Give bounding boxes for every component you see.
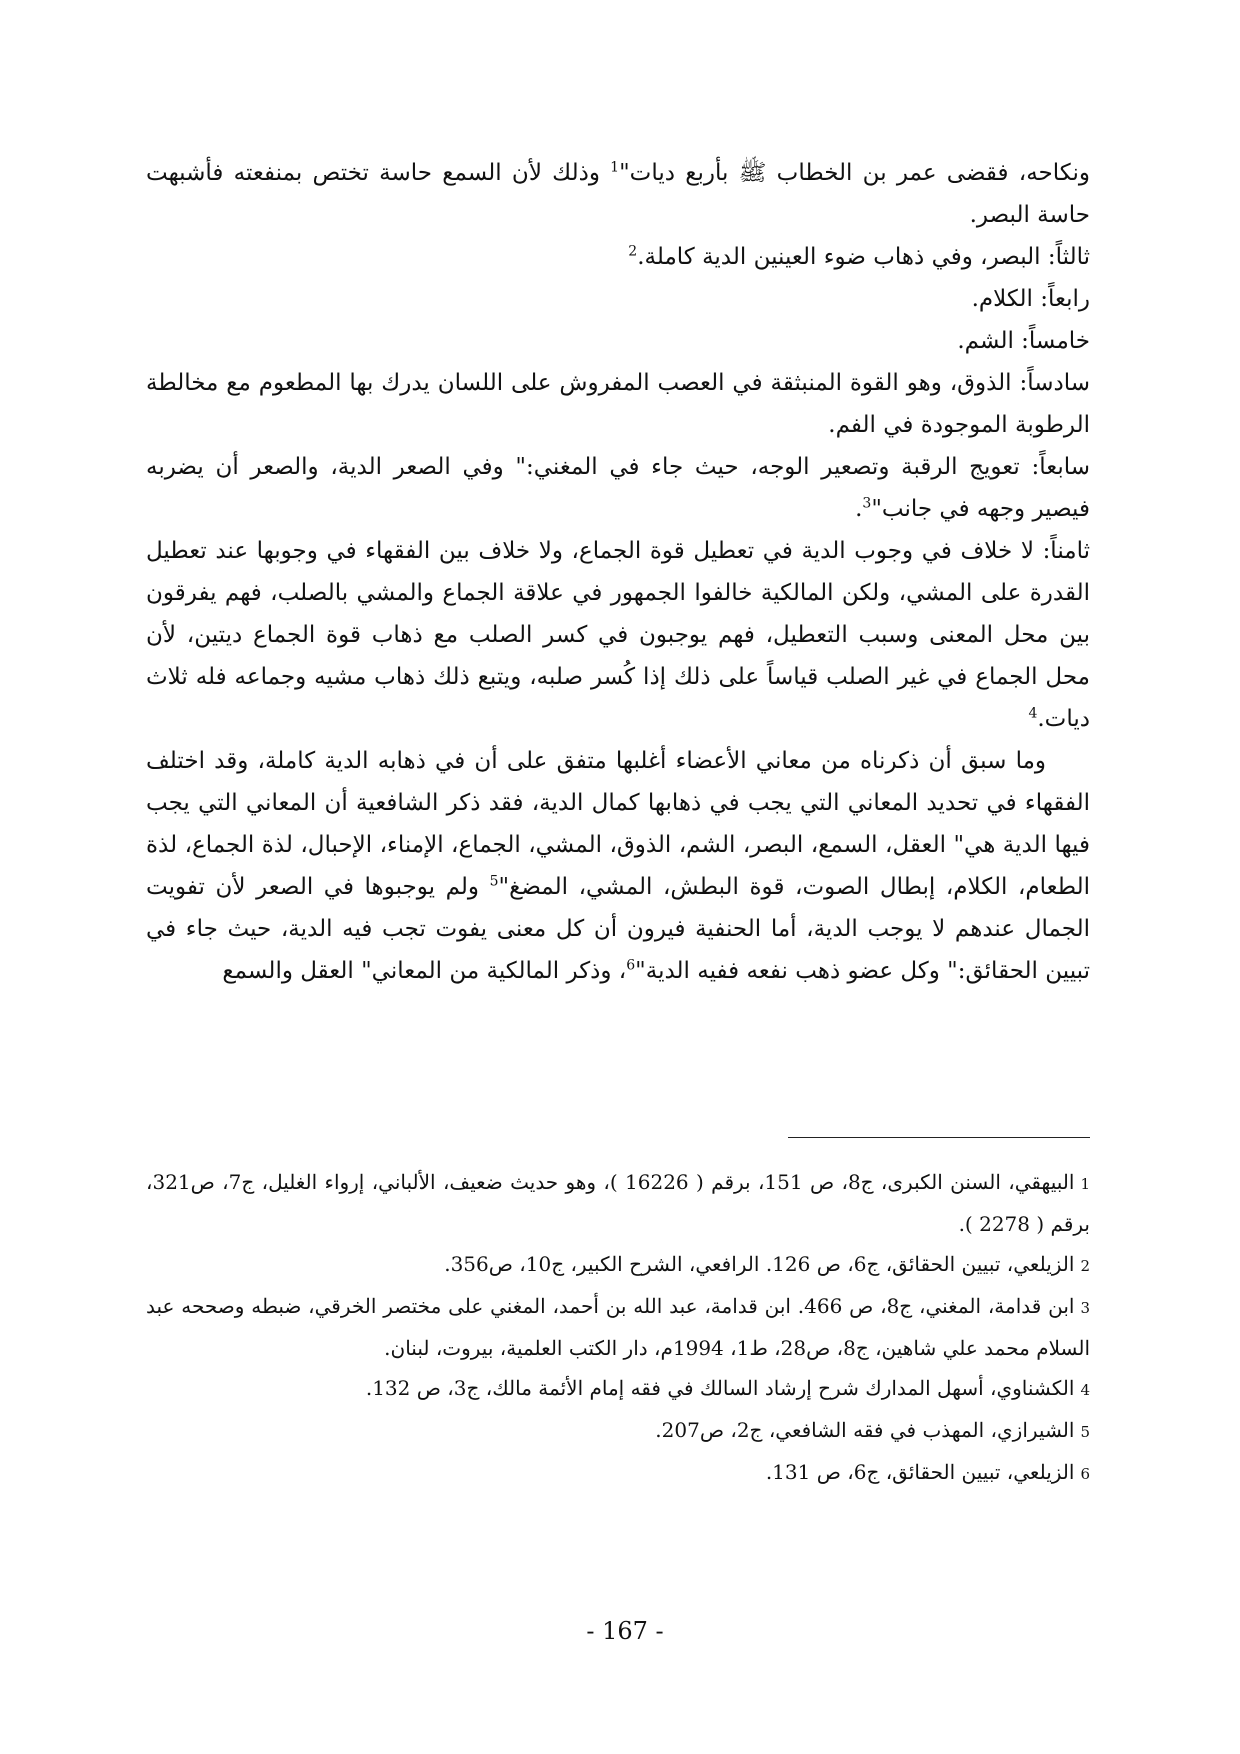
footnote-ref-5[interactable]: 5 [489,873,499,890]
paragraph-hearing-continuation: ونكاحه، فقضى عمر بن الخطاب ﷺ بأربع ديات"$^1$ وذلك لأن السمع حاسة تختص بمنفعته فأشبهت حاسة البصر. [146,159,1090,228]
footnote-item: 6الزيلعي، تبيين الحقائق، ج6، ص 131. [765,1460,1090,1484]
footnotes-section [146,1162,1090,1494]
footnote-number: 6 [1080,1465,1090,1483]
paragraph-taste: سادساً: الذوق، وهو القوة المنبثقة في العصب المفروش على اللسان يدرك بها المطعوم مع مخالطة الرطوبة الموجودة في الفم. [146,370,1090,438]
paragraph-speech: رابعاً: الكلام. [971,286,1090,312]
footnote-ref-3[interactable]: 3 [862,495,872,512]
footnote-item: 5الشيرازي، المهذب في فقه الشافعي، ج2، ص207. [655,1418,1090,1442]
footnote-number: 5 [1080,1423,1090,1441]
main-text [146,152,1090,992]
paragraph-intercourse: ثامناً: لا خلاف في وجوب الدية في تعطيل قوة الجماع، ولا خلاف بين الفقهاء في وجوبها عند تعطيل القدرة على المشي، ولكن المالكية خالفوا الجمهور في علاقة الجماع والمشي بالصلب، فهم يفرقون بين محل المعنى وسبب التعطيل، فهم يوجبون في كسر الصلب مع ذهاب قوة الجماع ديتين، لأن محل الجماع في غير الصلب قياساً على ذلك إذا كُسر صلبه، ويتبع ذلك ذهاب مشيه وجماعه فله ثلاث ديات.$^4$ [146,538,1090,732]
footnote-ref-2[interactable]: 2 [628,243,638,260]
footnote-item: 2الزيلعي، تبيين الحقائق، ج6، ص 126. الرافعي، الشرح الكبير، ج10، ص356. [444,1252,1090,1276]
paragraph-neck: سابعاً: تعويج الرقبة وتصعير الوجه، حيث جاء في المغني:" وفي الصعر الدية، والصعر أن يضربه فيصير وجهه في جانب"$^3$. [146,454,1090,522]
paragraph-summary: وما سبق أن ذكرناه من معاني الأعضاء أغلبها متفق على أن في ذهابه الدية كاملة، وقد اختلف الفقهاء في تحديد المعاني التي يجب في ذهابها كمال الدية، فقد ذكر الشافعية أن المعاني التي يجب فيها الدية هي" العقل، السمع، البصر، الشم، الذوق، المشي، الجماع، الإمناء، الإحبال، لذة الجماع، لذة الطعام، الكلام، إبطال الصوت، قوة البطش، المشي، المضغ"$^5$ ولم يوجبوها في الصعر لأن تفويت الجمال عندهم لا يوجب الدية، أما الحنفية فيرون أن كل معنى يفوت تجب فيه الدية، حيث جاء في تبيين الحقائق:" وكل عضو ذهب نفعه ففيه الدية"$^6$، وذكر المالكية من المعاني" العقل والسمع [146,748,1090,984]
paragraph-smell: خامساً: الشم. [957,328,1090,354]
footnote-item: 1البيهقي، السنن الكبرى، ج8، ص 151، برقم ( 16226 )، وهو حديث ضعيف، الألباني، إرواء الغليل، ج7، ص321، برقم ( 2278 ). [146,1170,1090,1236]
paragraph-sight: ثالثاً: البصر، وفي ذهاب ضوء العينين الدية كاملة.$^2$ [628,243,1090,270]
footnote-ref-6[interactable]: 6 [626,957,636,974]
footnote-number: 1 [1080,1175,1090,1193]
footnote-number: 2 [1080,1257,1090,1275]
footnote-number: 3 [1080,1299,1091,1317]
footnote-number: 4 [1080,1381,1090,1399]
footnote-item: 4الكشناوي، أسهل المدارك شرح إرشاد السالك في فقه إمام الأئمة مالك، ج3، ص 132. [365,1376,1090,1400]
page-number: - 167 - [586,1617,664,1645]
footnote-ref-1[interactable]: 1 [610,159,620,176]
footnote-ref-4[interactable]: 4 [1028,705,1038,722]
footnote-separator [788,1137,1090,1138]
footnote-item: 3ابن قدامة، المغني، ج8، ص 466. ابن قدامة، عبد الله بن أحمد، المغني على مختصر الخرقي، ضبطه وصححه عبد السلام محمد علي شاهين، ج8، ص28، ط1، 1994م، دار الكتب العلمية، بيروت، لبنان. [146,1294,1091,1360]
